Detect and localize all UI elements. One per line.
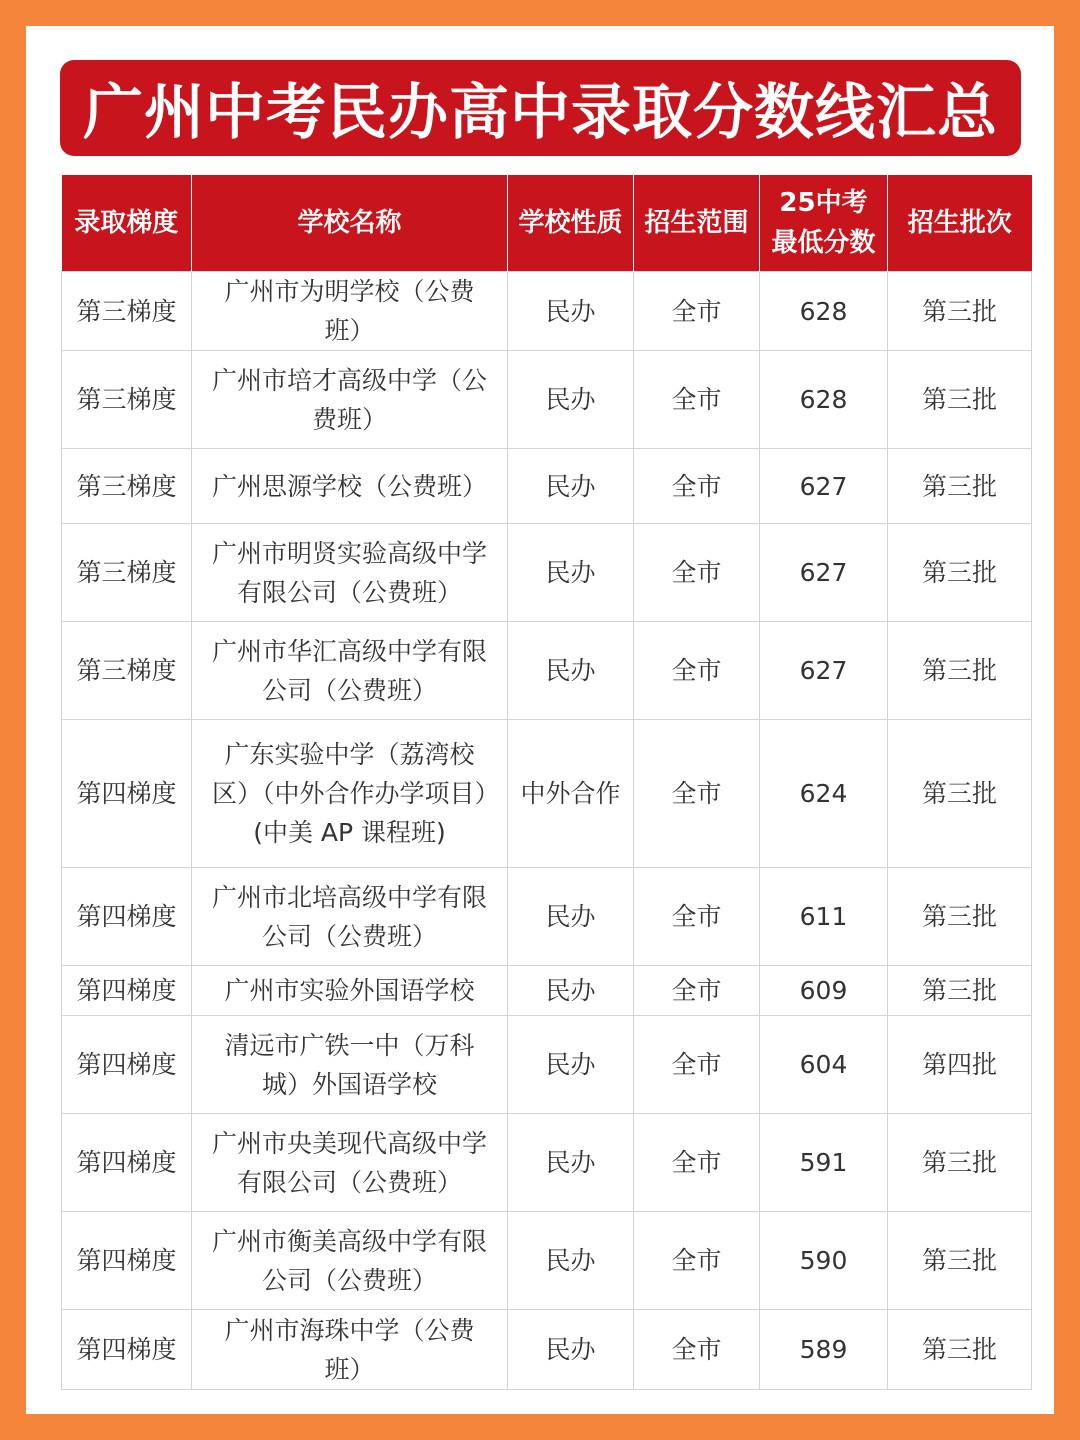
cell-scope: 全市 [634, 272, 760, 351]
cell-scope: 全市 [634, 351, 760, 449]
cell-batch: 第四批 [888, 1016, 1032, 1114]
cell-school-name: 广州市实验外国语学校 [192, 966, 508, 1016]
cell-tier: 第三梯度 [62, 622, 192, 720]
cell-tier: 第三梯度 [62, 351, 192, 449]
cell-school-name: 广州市央美现代高级中学有限公司（公费班） [192, 1114, 508, 1212]
header-enrollment-scope: 招生范围 [634, 175, 760, 272]
cell-batch: 第三批 [888, 1310, 1032, 1390]
cell-school-type: 民办 [508, 1212, 634, 1310]
title-banner [60, 60, 1021, 156]
cell-scope: 全市 [634, 1212, 760, 1310]
cell-school-name: 广州市北培高级中学有限公司（公费班） [192, 868, 508, 966]
cell-school-type: 民办 [508, 868, 634, 966]
header-batch: 招生批次 [888, 175, 1032, 272]
table-row [62, 622, 1032, 720]
cell-school-name: 广州市衡美高级中学有限公司（公费班） [192, 1212, 508, 1310]
cell-batch: 第三批 [888, 351, 1032, 449]
cell-min-score: 591 [760, 1114, 888, 1212]
cell-min-score: 627 [760, 524, 888, 622]
table-row [62, 449, 1032, 524]
admission-score-table [61, 175, 1032, 1390]
cell-school-type: 民办 [508, 351, 634, 449]
cell-min-score: 627 [760, 449, 888, 524]
cell-tier: 第三梯度 [62, 524, 192, 622]
table-row [62, 1212, 1032, 1310]
cell-school-type: 民办 [508, 1016, 634, 1114]
cell-tier: 第三梯度 [62, 449, 192, 524]
cell-school-type: 民办 [508, 524, 634, 622]
cell-school-name: 清远市广铁一中（万科城）外国语学校 [192, 1016, 508, 1114]
cell-scope: 全市 [634, 966, 760, 1016]
cell-school-name: 广州思源学校（公费班） [192, 449, 508, 524]
header-school-name: 学校名称 [192, 175, 508, 272]
cell-school-type: 民办 [508, 966, 634, 1016]
cell-batch: 第三批 [888, 1114, 1032, 1212]
cell-school-name: 广州市明贤实验高级中学有限公司（公费班） [192, 524, 508, 622]
table-row [62, 966, 1032, 1016]
cell-tier: 第三梯度 [62, 272, 192, 351]
cell-school-name: 广州市华汇高级中学有限公司（公费班） [192, 622, 508, 720]
cell-scope: 全市 [634, 1016, 760, 1114]
cell-scope: 全市 [634, 622, 760, 720]
cell-batch: 第三批 [888, 966, 1032, 1016]
page-title: 广州中考民办高中录取分数线汇总 [83, 78, 998, 148]
cell-batch: 第三批 [888, 524, 1032, 622]
cell-min-score: 590 [760, 1212, 888, 1310]
cell-min-score: 589 [760, 1310, 888, 1390]
cell-tier: 第四梯度 [62, 720, 192, 868]
cell-scope: 全市 [634, 524, 760, 622]
cell-scope: 全市 [634, 1310, 760, 1390]
cell-batch: 第三批 [888, 272, 1032, 351]
cell-min-score: 627 [760, 622, 888, 720]
cell-tier: 第四梯度 [62, 1212, 192, 1310]
header-min-score: 25中考 最低分数 [760, 175, 888, 272]
cell-school-type: 民办 [508, 272, 634, 351]
cell-tier: 第四梯度 [62, 1114, 192, 1212]
cell-scope: 全市 [634, 720, 760, 868]
header-school-type: 学校性质 [508, 175, 634, 272]
cell-min-score: 611 [760, 868, 888, 966]
cell-min-score: 604 [760, 1016, 888, 1114]
cell-min-score: 624 [760, 720, 888, 868]
header-tier: 录取梯度 [62, 175, 192, 272]
table-row [62, 720, 1032, 868]
cell-min-score: 628 [760, 351, 888, 449]
table-row [62, 272, 1032, 351]
cell-tier: 第四梯度 [62, 966, 192, 1016]
cell-scope: 全市 [634, 868, 760, 966]
cell-tier: 第四梯度 [62, 1310, 192, 1390]
cell-batch: 第三批 [888, 1212, 1032, 1310]
cell-batch: 第三批 [888, 868, 1032, 966]
cell-school-type: 中外合作 [508, 720, 634, 868]
table-header-row [62, 175, 1032, 272]
cell-tier: 第四梯度 [62, 868, 192, 966]
cell-school-type: 民办 [508, 622, 634, 720]
cell-school-type: 民办 [508, 1114, 634, 1212]
table-row [62, 1114, 1032, 1212]
cell-min-score: 609 [760, 966, 888, 1016]
cell-batch: 第三批 [888, 449, 1032, 524]
cell-school-type: 民办 [508, 1310, 634, 1390]
table-row [62, 868, 1032, 966]
cell-batch: 第三批 [888, 622, 1032, 720]
table-row [62, 524, 1032, 622]
cell-school-type: 民办 [508, 449, 634, 524]
cell-scope: 全市 [634, 449, 760, 524]
table-row [62, 1310, 1032, 1390]
cell-school-name: 广州市为明学校（公费班） [192, 272, 508, 351]
cell-school-name: 广东实验中学（荔湾校区）（中外合作办学项目）(中美 AP 课程班) [192, 720, 508, 868]
cell-tier: 第四梯度 [62, 1016, 192, 1114]
cell-school-name: 广州市海珠中学（公费班） [192, 1310, 508, 1390]
cell-school-name: 广州市培才高级中学（公费班） [192, 351, 508, 449]
cell-scope: 全市 [634, 1114, 760, 1212]
cell-min-score: 628 [760, 272, 888, 351]
table-row [62, 1016, 1032, 1114]
cell-batch: 第三批 [888, 720, 1032, 868]
table-row [62, 351, 1032, 449]
